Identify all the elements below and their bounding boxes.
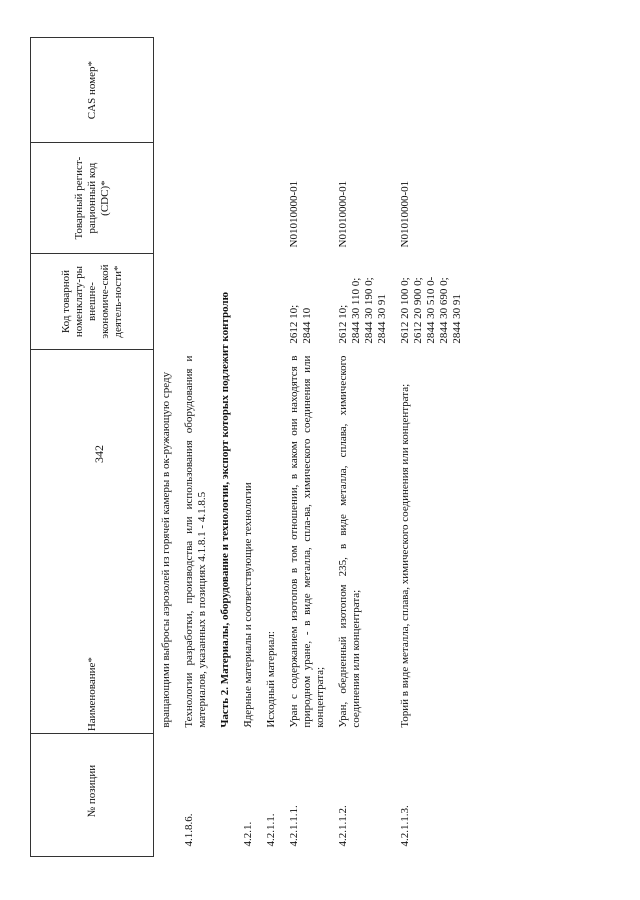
table-row — [393, 38, 468, 857]
row-cdc — [177, 143, 213, 254]
header-name: Наименование* — [31, 350, 154, 734]
part-heading-row — [213, 38, 236, 857]
row-feacn: 2612 10; 2844 10 — [288, 304, 313, 344]
page-number: 342 — [92, 445, 106, 463]
row-position: 4.2.1.1. — [265, 813, 277, 847]
row-cdc: N01010000-01 — [399, 180, 411, 248]
part-heading: Часть 2. Материалы, оборудование и технологии, экспорт которых подлежит контролю — [219, 292, 231, 728]
row-feacn — [236, 254, 259, 350]
row-name: Технологии разработки, производства или использования оборудования и материалов, указанных в позициях 4.1.8.1 - 4.1.8.5 — [183, 355, 208, 728]
row-name: вращающими выбросы аэрозолей из горячей камеры в ок-ружающую среду — [160, 371, 172, 728]
row-cas — [393, 38, 468, 143]
table-row — [282, 38, 331, 857]
table-row — [177, 38, 213, 857]
table-row — [331, 38, 393, 857]
control-list-table — [30, 37, 468, 857]
row-feacn: 2612 10; 2844 30 110 0; 2844 30 190 0; 2844 30 91 — [337, 277, 388, 344]
row-feacn — [259, 254, 282, 350]
row-feacn: 2612 20 100 0; 2612 20 900 0; 2844 30 510 0- 2844 30 690 0; 2844 30 91 — [399, 276, 463, 344]
row-cas — [154, 38, 178, 143]
row-cas — [331, 38, 393, 143]
row-position: 4.2.1.1.1. — [288, 805, 300, 847]
row-feacn — [154, 254, 178, 350]
row-cas — [177, 38, 213, 143]
row-cas — [282, 38, 331, 143]
header-cdc-code: Товарный регист-рационный код (CDC)* — [31, 143, 154, 254]
table-row — [236, 38, 259, 857]
header-cas-number: CAS номер* — [31, 38, 154, 143]
row-cdc — [154, 143, 178, 254]
row-position — [154, 734, 178, 857]
row-position: 4.2.1. — [242, 821, 254, 847]
row-name: Исходный материал: — [265, 631, 277, 728]
row-name: Уран, обедненный изотопом 235, в виде металла, сплава, химического соединения или концентрата; — [337, 355, 362, 728]
row-name: Уран с содержанием изотопов в том отношении, в каком они находятся в природном уране, - в виде металла, спла-ва, химического соединения или концентрата; — [288, 355, 326, 728]
header-feacn-code: Код товарной номенклату-ры внешне-экономиче-ской деятель-ности* — [31, 254, 154, 350]
row-name: Торий в виде металла, сплава, химического соединения или концентрата; — [399, 383, 411, 728]
row-position: 4.2.1.1.2. — [337, 805, 349, 847]
table-row — [259, 38, 282, 857]
row-cas — [236, 38, 259, 143]
row-cas — [259, 38, 282, 143]
row-cdc — [259, 143, 282, 254]
row-cdc — [236, 143, 259, 254]
row-cdc: N01010000-01 — [288, 180, 300, 248]
table-header-row — [31, 38, 154, 857]
header-position: № позиции — [31, 734, 154, 857]
table-row — [154, 38, 178, 857]
row-position: 4.2.1.1.3. — [399, 805, 411, 847]
row-cdc: N01010000-01 — [337, 180, 349, 248]
row-name: Ядерные материалы и соответствующие технологии — [242, 482, 254, 728]
row-feacn — [177, 254, 213, 350]
row-position: 4.1.8.6. — [183, 813, 195, 847]
